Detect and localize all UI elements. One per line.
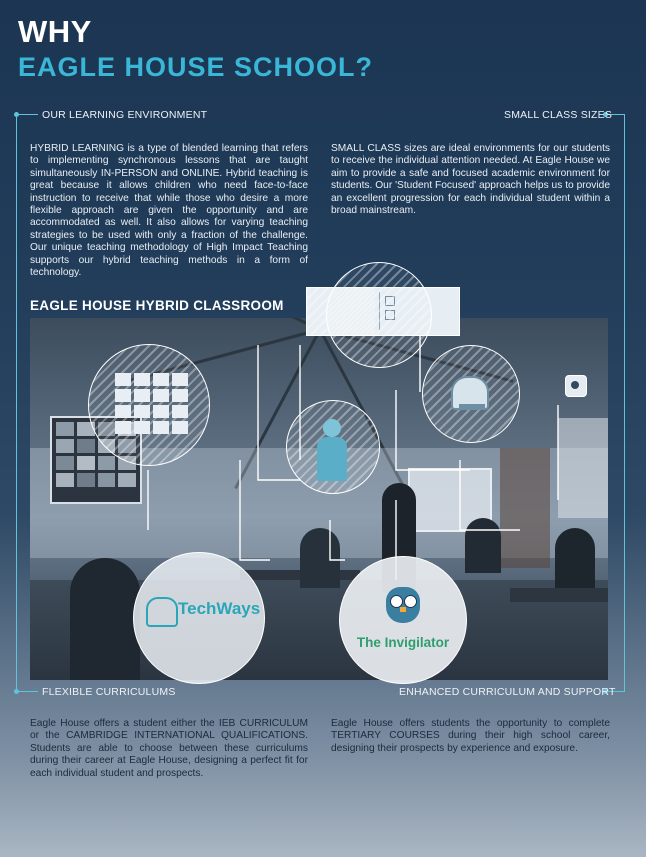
invigilator-wordmark: The Invigilator — [356, 635, 450, 650]
page-title-school: EAGLE HOUSE SCHOOL? — [18, 52, 374, 82]
webcam-icon — [565, 375, 587, 397]
small-class-sizes-text: SMALL CLASS sizes are ideal environments for our students to receive the individual attention needed. At Eagle House we aim to provide a safe and focused academic environment for students. Our 'Student Focused' approach helps us to provide an excellent progression for each individual student within a broad mainstream. — [331, 143, 610, 217]
video-call-grid-icon — [88, 344, 210, 466]
techways-mark-icon — [146, 597, 178, 627]
teacher-presenting-icon — [286, 400, 380, 494]
microscope-icon — [422, 345, 520, 443]
invigilator-logo — [339, 556, 467, 684]
section-label-learning-environment: OUR LEARNING ENVIRONMENT — [42, 109, 208, 121]
learning-environment-text: HYBRID LEARNING is a type of blended learning that refers to implementing synchronous lessons that are taught simultaneously IN-PERSON and ONLINE. Hybrid teaching is great because it allows children who need face-to-face instruction to receive that while those who desire a more flexible approach are given the opportunity and are accommodated as well. It also allows for varying teaching strategies to be used with only a fraction of the challenge. Our unique teaching methodology of High Impact Teaching supports our hybrid teaching methods in a form of technology. — [30, 143, 308, 279]
enhanced-curriculum-text: Eagle House offers students the opportunity to complete TERTIARY COURSES during their high school career, designing their prospects by experience and exposure. — [331, 718, 610, 754]
section-label-enhanced-curriculum: ENHANCED CURRICULUM AND SUPPORT — [399, 686, 616, 698]
section-label-flexible-curriculums: FLEXIBLE CURRICULUMS — [42, 686, 176, 698]
page-title-why: WHY — [18, 14, 92, 49]
flexible-curriculums-text: Eagle House offers a student either the IEB CURRICULUM or the CAMBRIDGE INTERNATIONAL QUALIFICATIONS. Students are able to choose between these curriculums during their career at Eagle House, designing a perfect fit for each individual student and prospects. — [30, 718, 308, 779]
hatched-circle — [326, 262, 432, 368]
techways-logo — [133, 552, 265, 684]
hybrid-classroom-title: EAGLE HOUSE HYBRID CLASSROOM — [30, 298, 284, 313]
section-label-small-class-sizes: SMALL CLASS SIZES — [504, 109, 613, 121]
techways-wordmark: TechWays — [178, 599, 261, 618]
owl-mascot-icon — [386, 587, 420, 623]
